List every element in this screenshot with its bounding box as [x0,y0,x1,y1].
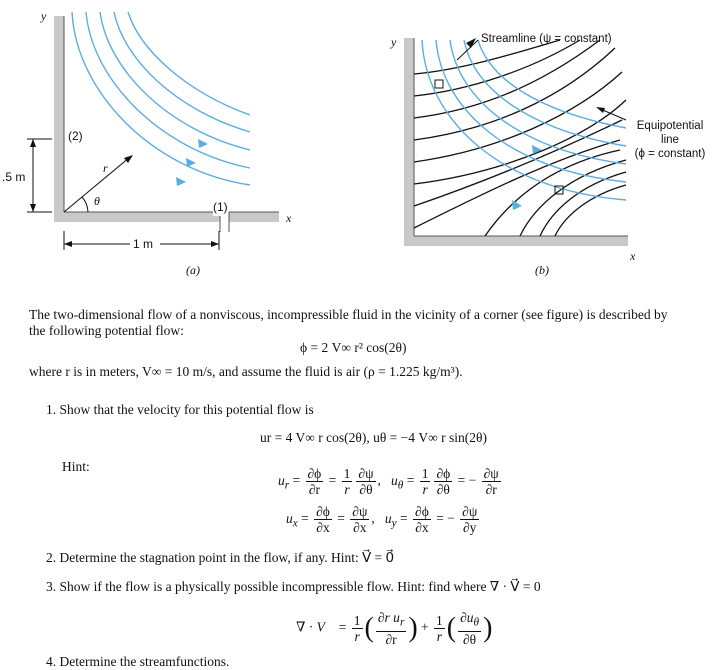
streamline-label: Streamline (ψ = constant) [481,33,612,45]
wall-horizontal-b [404,236,628,246]
intro-line-1: The two-dimensional flow of a nonviscous, incompressible fluid in the vicinity of a corner (see figure) is described by [29,307,668,322]
y-axis-label-a: y [41,9,47,23]
where-text: where r is in meters, V∞ = 10 m/s, and assume the fluid is air (ρ = 1.225 kg/m³). [29,364,463,379]
question-3: 3. Show if the flow is a physically possible incompressible flow. Hint: find where ∇ · V⃗ = 0 [46,579,541,594]
figure-b [390,0,723,285]
caption-a: (a) [186,263,200,277]
r-label: r [103,161,108,175]
question-4: 4. Determine the streamfunctions. [46,654,230,669]
label-1: (1) [213,200,228,214]
wall-horizontal-right [229,212,279,222]
wall-vertical [54,16,64,216]
caption-b: (b) [535,263,549,277]
divergence-equation: ∇ · V⃗ = $\frac{1}{r}$ ( $\frac{\partial r u_r}{\partial r}$ ) + $\frac{1}{r}$ ( $\frac{\partial u_\theta}{\partial\theta}$ ) [296,610,493,647]
potential-equation: ϕ = 2 V∞ r² cos(2θ) [300,340,407,355]
width-label: 1 m [133,237,154,251]
intro-line-2: the following potential flow: [29,323,184,338]
theta-label: θ [94,194,100,208]
label-2: (2) [68,129,83,143]
x-axis-label-a: x [286,211,292,225]
hint-label: Hint: [62,459,90,474]
question-2: 2. Determine the stagnation point in the flow, if any. Hint: V⃗ = 0⃗ [46,550,395,565]
height-label: .5 m [2,170,26,184]
wall-vertical-b [404,38,414,244]
hint-equations-row-2: $u_x$ = $\frac{\partial\phi}{\partial x}$ = $\frac{\partial\psi}{\partial x}$ , $u_y$ = $\frac{\partial\phi}{\partial x}$ = − $\frac{\partial\psi}{\partial y}$ [286,504,478,535]
y-axis-label-b: y [391,35,397,49]
figure-a [0,0,330,285]
streamlines-a [72,12,250,185]
question-1: 1. Show that the velocity for this potential flow is [46,402,314,417]
wall-horizontal [54,212,220,222]
equipotential-label [614,119,723,161]
equipotential-label-2: line [661,134,679,146]
velocity-equation: ur = 4 V∞ r cos(2θ), uθ = −4 V∞ r sin(2θ) [260,430,487,445]
x-axis-label-b: x [630,249,636,263]
equipotential-label-3: (ϕ = constant) [634,148,706,160]
equipotential-label-1: Equipotential [636,120,704,132]
hint-equations-row-1: $u_r$ = $\frac{\partial\phi}{\partial r}$ = $\frac{1}{r}$ $\frac{\partial\psi}{\partial\theta}$ , $u_\theta$ = $\frac{1}{r}$ $\frac{\partial\phi}{\partial\theta}$ = − $\frac{\partial\psi}{\partial r}$ [278,466,499,497]
